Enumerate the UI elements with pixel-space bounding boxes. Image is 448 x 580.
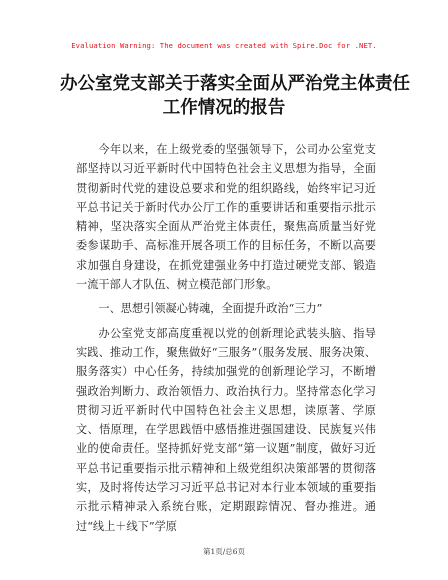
- document-body: [76, 140, 376, 536]
- intro-paragraph: 今年以来，在上级党委的坚强领导下，公司办公室党支部坚持以习近平新时代中国特色社会主义思想为指导，全面贯彻新时代党的建设总要求和党的组织路线，始终牢记习近平总书记关于新时代办公厅工作的重要讲话和重要指示批示精神，坚决落实全面从严治党主体责任，聚焦高质量当好党委参谋助手、高标准开展各项工作的目标任务，不断以高要求加强自身建设，在抓党建强业务中打造过硬党支部、锻造一流干部人才队伍、树立模范部门形象。: [76, 143, 376, 292]
- evaluation-warning: Evaluation Warning: The document was created with Spire.Doc for .NET.: [71, 41, 377, 50]
- section-heading-1: 一、思想引领凝心铸魂，全面提升政治“三力”: [98, 302, 323, 316]
- title-line-1: 办公室党支部关于落实全面从严治党主体责任: [60, 74, 410, 94]
- page-number-footer: 第1页/总6页: [202, 547, 246, 556]
- section-1-paragraph: 办公室党支部高度重视以党的创新理论武装头脑、指导实践、推动工作，聚焦做好“三服务”（服务发展、服务决策、服务落实）中心任务，持续加强党的创新理论学习，不断增强政治判断力、政治领悟力、政治执行力。坚持常态化学习贯彻习近平新时代中国特色社会主义思想，读原著、学原文、悟原理，在学思践悟中感悟推进强国建设、民族复兴伟业的使命责任。坚持抓好党支部“第一议题”制度，做好习近平总书记重要指示批示精神和上级党组织决策部署的贯彻落实，及时将传达学习习近平总书记对本行业本领域的重要指示批示精神录入系统台账，定期跟踪情况、督办推进。通过“线上＋线下”学原: [76, 326, 376, 533]
- title-line-2: 工作情况的报告: [162, 98, 286, 118]
- document-title: [60, 72, 410, 120]
